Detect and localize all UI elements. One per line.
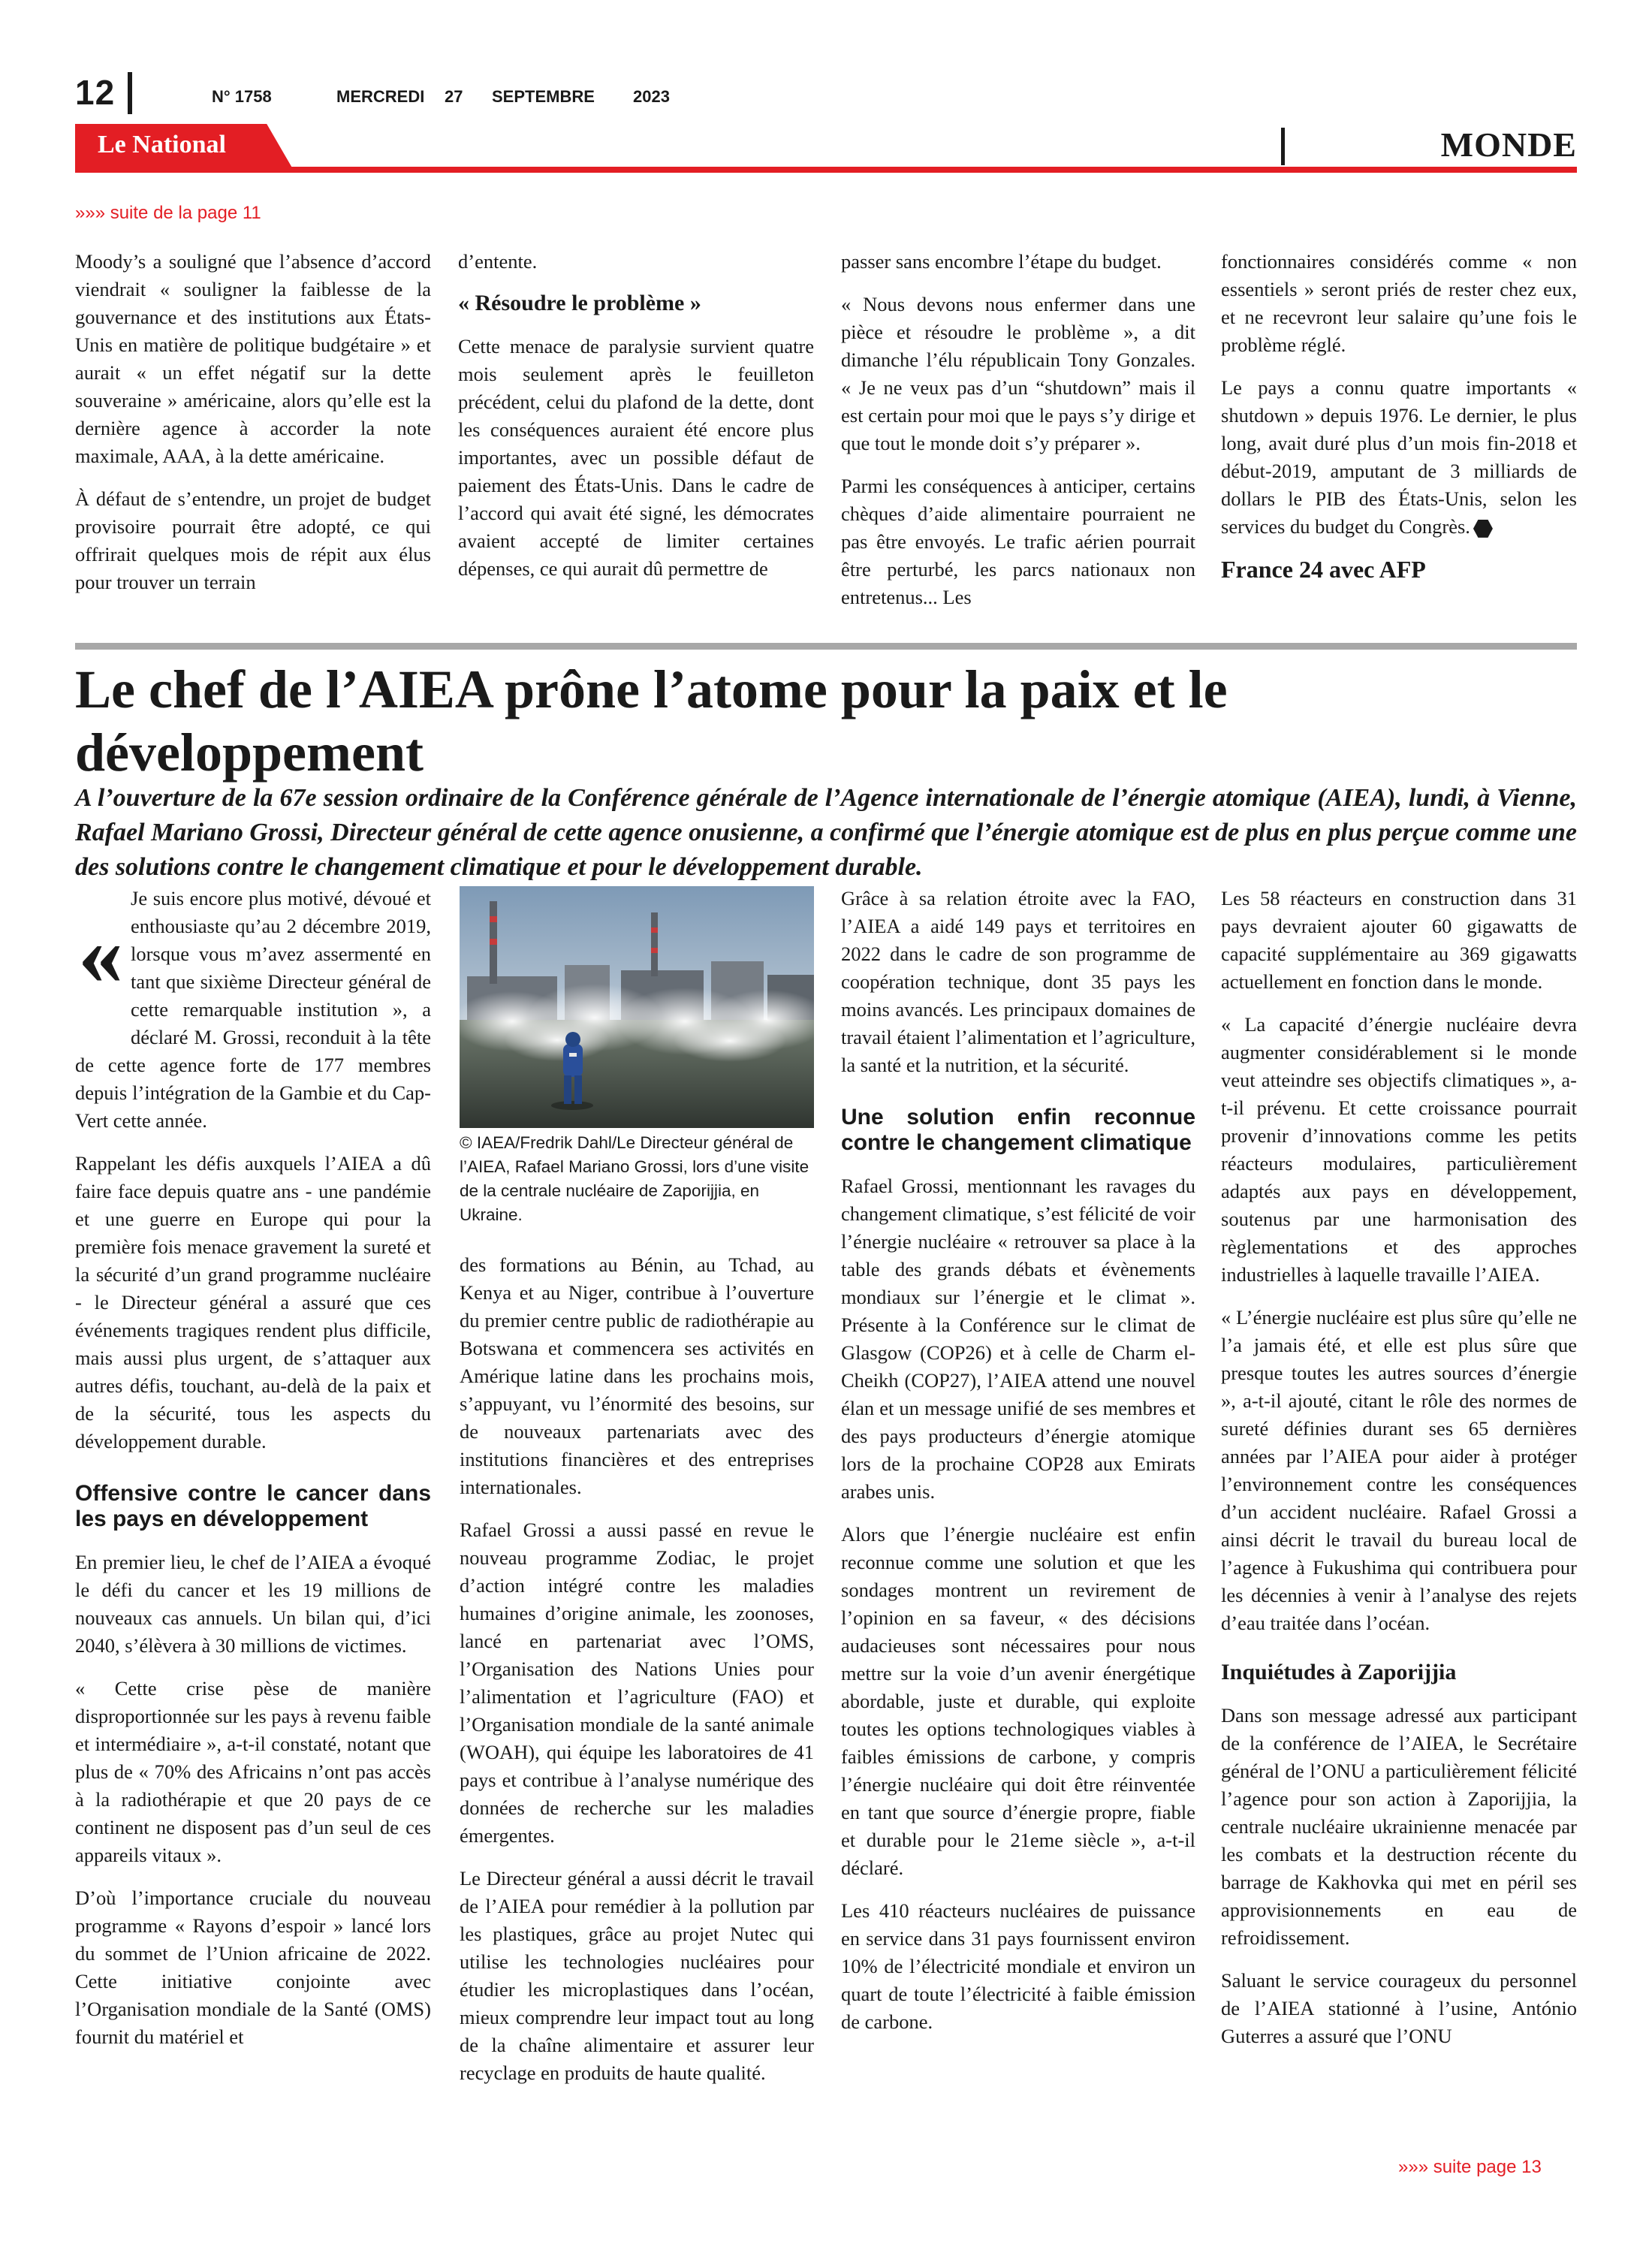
paragraph-text: Le pays a connu quatre importants « shutdown » depuis 1976. Le dernier, le plus long, avait duré plus d’un mois fin-2018 et début-2019, amputant de 3 milliards de dollars le PIB des États-Unis, selon les services du budget du Congrès. bbox=[1221, 376, 1577, 538]
paragraph: d’entente. bbox=[458, 250, 538, 273]
issue-weekday: MERCREDI bbox=[336, 87, 425, 106]
subheading: Inquiétudes à Zaporijjia bbox=[1221, 1660, 1457, 1684]
lead-text: Je suis encore plus motivé, dévoué et enthousiaste qu’au 2 décembre 2019, lorsque vous m’avez assermenté en tant que sixième Directeur général de cette remarquable institution », a déclaré M. Grossi, reconduit à la tête de cette agence forte de 177 membres depuis l’intégration de la Gambie et du Cap-Vert cette année. bbox=[75, 887, 431, 1132]
paragraph: Dans son message adressé aux participant de la conférence de l’AIEA, le Secrétaire général de l’ONU a particulièrement félicité l’agence pour son action à Zaporijjia, la centrale nucléaire ukrainienne menacée par les combats et la destruction récente du barrage de Kakhovka qui met en péril ses approvisionnements en eau de refroidissement. bbox=[1221, 1704, 1577, 1949]
issue-month: SEPTEMBRE bbox=[492, 87, 595, 106]
article-standfirst: A l’ouverture de la 67e session ordinaire de la Conférence générale de l’Agence internationale de l’énergie atomique (AIEA), lundi, à Vienne, Rafael Mariano Grossi, Directeur général de cette agence onusienne, a confirmé que l’énergie atomique est de plus en plus perçue comme une des solutions contre le changement climatique et pour le développement durable. bbox=[75, 784, 1577, 881]
subheading: Une solution enfin reconnue contre le changement climatique bbox=[841, 1105, 1195, 1155]
continued-to-link[interactable]: »»» suite page 13 bbox=[1398, 2157, 1542, 2177]
paragraph: Grâce à sa relation étroite avec la FAO, l’AIEA a aidé 149 pays et territoires en 2022 dans le cadre de son programme de coopération technique, dont 35 pays les moins avancés. Les principaux domaines de travail étaient l’alimentation et l’agriculture, la santé et la nutrition, et la sécurité. bbox=[841, 887, 1195, 1076]
paragraph bbox=[1221, 374, 1577, 541]
paragraph: des formations au Bénin, au Tchad, au Kenya et au Niger, contribue à l’ouverture du premier centre public de radiothérapie au Botswana et commencera ses activités en Amérique latine dans les prochains mois, s’appuyant, vu l’énormité des besoins, sur de nouveaux partenariats avec des institutions financières et des entreprises internationales. bbox=[460, 1253, 814, 1498]
paragraph: Les 410 réacteurs nucléaires de puissance en service dans 31 pays fournissent environ 10% de l’électricité mondiale et environ un quart de toute l’électricité à faible émission de carbone. bbox=[841, 1899, 1195, 2033]
subheading: « Résoudre le problème » bbox=[458, 291, 701, 315]
paragraph: Parmi les conséquences à anticiper, certains chèques d’aide alimentaire pourraient ne pas être envoyés. Le trafic aérien pourrait être perturbé, les parcs nationaux non entretenus... Les bbox=[841, 475, 1195, 608]
paragraph: fonctionnaires considérés comme « non essentiels » seront priés de rester chez eux, et ne recevront leur salaire qu’une fois le problème réglé. bbox=[1221, 250, 1577, 356]
paragraph: Saluant le service courageux du personnel de l’AIEA stationné à l’usine, António Guterres a assuré que l’ONU bbox=[1221, 1969, 1577, 2047]
opening-quote-mark: « bbox=[78, 903, 123, 1003]
paragraph: Cette menace de paralysie survient quatre mois seulement après le feuilleton précédent, celui du plafond de la dette, dont les conséquences auraient été encore plus importantes, avec un possible défaut de paiement des États-Unis. Dans le cadre de l’accord qui avait été signé, les démocrates avaient accepté de limiter certaines dépenses, ce qui aurait dû permettre de bbox=[458, 335, 814, 580]
paragraph: Les 58 réacteurs en construction dans 31 pays devraient ajouter 60 gigawatts de capacité supplémentaire au 369 gigawatts actuellement en fonction dans le monde. bbox=[1221, 887, 1577, 993]
article-signature: France 24 avec AFP bbox=[1221, 556, 1426, 583]
article-column-1 bbox=[75, 885, 431, 2066]
prev-column-2 bbox=[458, 248, 814, 598]
article-headline: Le chef de l’AIEA prône l’atome pour la paix et le développement bbox=[75, 659, 1228, 783]
paragraph: Rafael Grossi a aussi passé en revue le nouveau programme Zodiac, le projet d’action intégré contre les maladies humaines d’origine animale, les zoonoses, lancé en partenariat avec l’OMS, l’Organisation des Nations Unies pour l’alimentation et l’agriculture (FAO) et l’Organisation mondiale de la santé animale (WOAH), qui équipe les laboratoires de 41 pays et contribue à l’analyse numérique des données de recherche sur les maladies émergentes. bbox=[460, 1519, 814, 1847]
subheading: Offensive contre le cancer dans les pays en développement bbox=[75, 1481, 431, 1531]
paragraph: Moody’s a souligné que l’absence d’accord viendrait « souligner la faiblesse de la gouvernance et des institutions aux États-Unis en matière de politique budgétaire » et aurait « un effet négatif sur la dette souveraine » américaine, alors qu’elle est la dernière agence à accorder la note maximale, AAA, à la dette américaine. bbox=[75, 250, 431, 467]
prev-column-4 bbox=[1221, 248, 1577, 599]
paragraph: « Cette crise pèse de manière disproportionnée sur les pays à revenu faible et intermédiaire », a-t-il constaté, notant que plus de « 70% des Africains n’ont pas accès à la radiothérapie et que 20 pays de ce continent ne disposent pas d’un seul de ces appareils vitaux ». bbox=[75, 1677, 431, 1866]
section-divider bbox=[1281, 128, 1285, 165]
article-photo bbox=[460, 886, 814, 1128]
paragraph: Le Directeur général a aussi décrit le travail de l’AIEA pour remédier à la pollution par les plastiques, grâce au projet Nutec qui utilise les technologies nucléaires pour étudier les microplastiques dans l’océan, mieux comprendre leur impact tout au long de la chaîne alimentaire et assurer leur recyclage en produits de haute qualité. bbox=[460, 1867, 814, 2084]
header-rule bbox=[75, 167, 1577, 173]
article-column-3 bbox=[841, 885, 1195, 2051]
brand-name: Le National bbox=[98, 131, 226, 158]
paragraph: En premier lieu, le chef de l’AIEA a évoqué le défi du cancer et les 19 millions de nouveaux cas annuels. Un bilan qui, d’ici 2040, s’élèvera à 30 millions de victimes. bbox=[75, 1551, 431, 1657]
article-divider bbox=[75, 643, 1577, 650]
issue-day: 27 bbox=[445, 87, 463, 106]
issue-year: 2023 bbox=[633, 87, 670, 106]
quote-spacer bbox=[75, 885, 131, 1050]
article-column-2 bbox=[460, 1251, 814, 2102]
section-name: MONDE bbox=[1440, 125, 1577, 164]
photo-caption: © IAEA/Fredrik Dahl/Le Directeur général de l’AIEA, Rafael Mariano Grossi, lors d’une visite de la centrale nucléaire de Zaporijjia, en Ukraine. bbox=[460, 1133, 809, 1224]
page-number-divider bbox=[128, 72, 132, 114]
prev-column-1 bbox=[75, 248, 431, 611]
paragraph: Rappelant les défis auxquels l’AIEA a dû faire face depuis quatre ans - une pandémie et une guerre en Europe qui pour la première fois menace gravement la sureté et la sécurité d’un grand programme nucléaire - le Directeur général a assuré que ces événements tragiques rendent plus difficile, mais aussi plus urgent, de s’attaquer aux autres défis, touchant, au-delà de la paix et de la sécurité, tous les aspects du développement durable. bbox=[75, 1152, 431, 1452]
paragraph: Alors que l’énergie nucléaire est enfin reconnue comme une solution et que les sondages montrent un revirement de l’opinion en sa faveur, « des décisions audacieuses sont nécessaires pour nous mettre sur la voie d’un avenir énergétique abordable, juste et durable, qui exploite toutes les options technologiques viables à faibles émissions de carbone, y compris l’énergie nucléaire qui doit être réinventée en tant que source d’énergie propre, fiable et durable pour le 21eme siècle », a-t-il déclaré. bbox=[841, 1523, 1195, 1879]
page-number: 12 bbox=[75, 73, 116, 112]
lead-paragraph bbox=[75, 885, 431, 1135]
continued-from-link[interactable]: »»» suite de la page 11 bbox=[75, 203, 261, 223]
issue-number: N° 1758 bbox=[212, 87, 272, 106]
paragraph: « La capacité d’énergie nucléaire devra augmenter considérablement si le monde veut atteindre ses objectifs climatiques », a-t-il prévenu. Et cette croissance pourrait provenir d’innovations comme les petits réacteurs modulaires, particulièrement adaptés aux pays en développement, soutenus par une harmonisation des règlementations et des approches industrielles à laquelle travaille l’AIEA. bbox=[1221, 1013, 1577, 1286]
paragraph: « L’énergie nucléaire est plus sûre qu’elle ne l’a jamais été, et elle est plus sûre que presque toutes les autres sources d’énergie », a-t-il ajouté, citant le rôle des normes de sureté définies durant ses 65 dernières années par l’AIEA pour aider à protéger l’environnement contre les conséquences d’un accident nucléaire. Rafael Grossi a ainsi décrit le travail du bureau local de l’agence à Fukushima qui contribuera pour les décennies à venir à l’analyse des rejets d’eau traitée dans l’océan. bbox=[1221, 1306, 1577, 1634]
end-of-article-icon bbox=[1473, 520, 1493, 538]
prev-column-3 bbox=[841, 248, 1195, 626]
paragraph: D’où l’importance cruciale du nouveau programme « Rayons d’espoir » lancé lors du sommet de l’Union africaine de 2022. Cette initiative conjointe avec l’Organisation mondiale de la Santé (OMS) fournit du matériel et bbox=[75, 1887, 431, 2048]
paragraph: passer sans encombre l’étape du budget. bbox=[841, 250, 1162, 273]
paragraph: À défaut de s’entendre, un projet de budget provisoire pourrait être adopté, ce qui offrirait quelques mois de répit aux élus pour trouver un terrain bbox=[75, 487, 431, 593]
paragraph: Rafael Grossi, mentionnant les ravages du changement climatique, s’est félicité de voir l’énergie nucléaire « retrouver sa place à la table des grands débats et évènements mondiaux sur l’énergie et le climat ». Présente à la Conférence sur le climat de Glasgow (COP26) et à celle de Charm el-Cheikh (COP27), l’AIEA attend une nouvel élan et un message unifié de ses membres et des pays producteurs d’énergie atomique lors de la prochaine COP28 aux Emirats arabes unis. bbox=[841, 1175, 1195, 1503]
nuclear-plant-photo-icon bbox=[460, 886, 814, 1128]
article-column-4 bbox=[1221, 885, 1577, 2065]
paragraph: « Nous devons nous enfermer dans une pièce et résoudre le problème », a dit dimanche l’élu républicain Tony Gonzales. « Je ne veux pas d’un “shutdown” mais il est certain pour moi que le pays s’y dirige et que tout le monde doit s’y préparer ». bbox=[841, 293, 1195, 454]
